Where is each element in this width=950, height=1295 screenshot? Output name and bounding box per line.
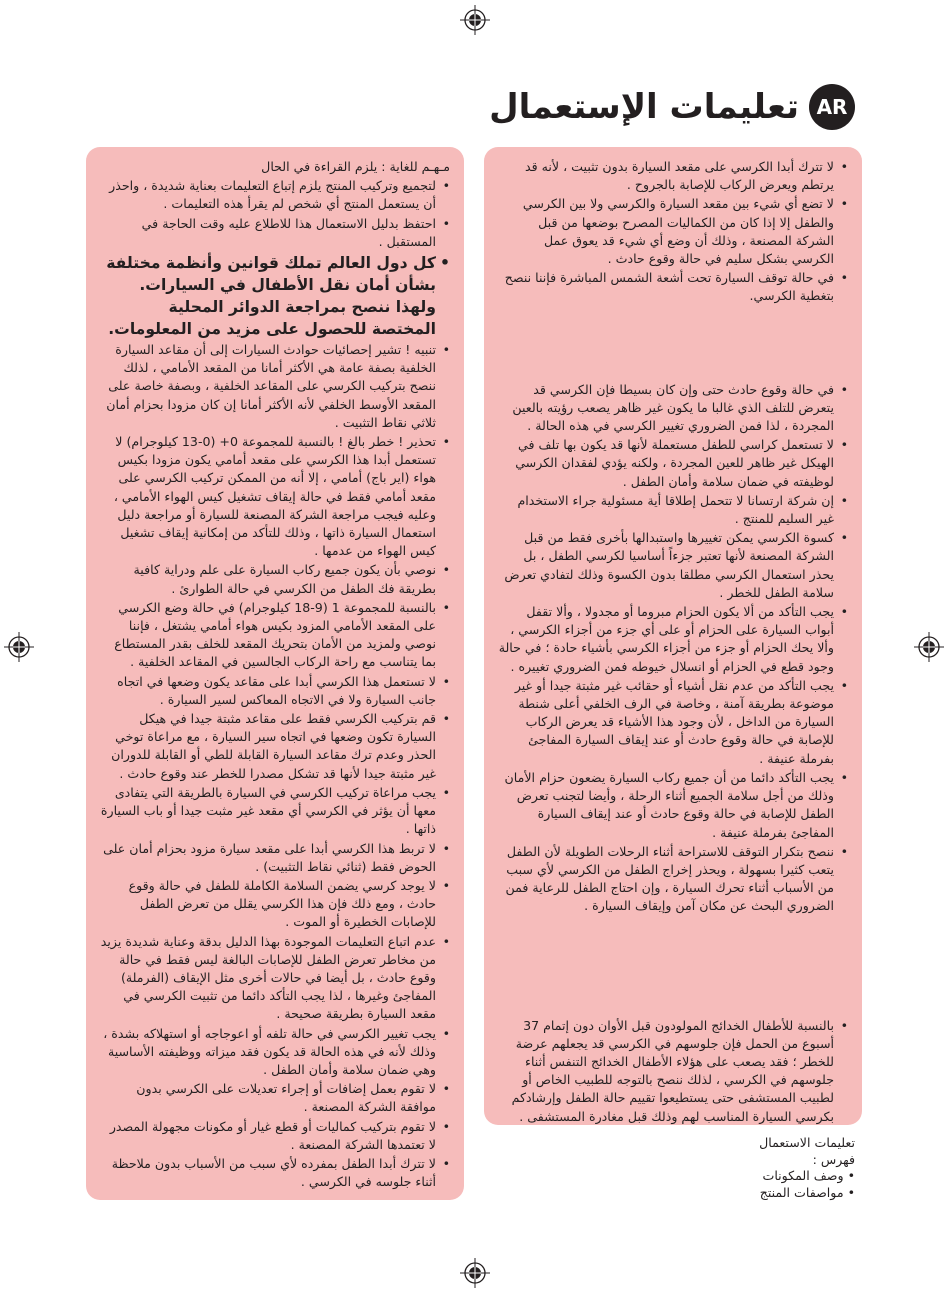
right-warning-list-2 — [498, 381, 848, 916]
list-item — [100, 710, 450, 783]
list-item — [100, 1025, 450, 1080]
list-item-text: لا تترك أبدا الكرسي على مقعد السيارة بدون تثبيت ، لأنه قد يرتطم ويعرض الركاب للإصابة بالجروح . — [525, 159, 834, 193]
list-item — [100, 599, 450, 672]
bullet-icon: • — [840, 677, 848, 693]
registration-mark-left-icon — [4, 632, 34, 662]
list-item-text: قم بتركيب الكرسي فقط على مقاعد مثبتة جيدا في هيكل السيارة تكون وضعها في اتجاه سير السيارة ، مع مراعاة توخي الحذر وعدم ترك مقاعد السيارة القابلة للطي أو القابلة للدوران غير مثبتة جيدا لأنها قد تشكل مصدرا للخطر عند وقوع حادث . — [111, 711, 436, 781]
bullet-icon: • — [840, 159, 848, 174]
list-item — [498, 436, 848, 491]
bullet-icon: • — [840, 604, 848, 620]
list-item-text: تنبيه ! تشير إحصائيات حوادث السيارات إلى أن مقاعد السيارة الخلفية بصفة عامة هي الأكثر أمانا من المقعد الأمامي ، لذلك ننصح بتركيب الكرسي على المقاعد الخلفية ، وبصفة خاصة على المقعد الأوسط الخلفي لأنه الأكثر أمانا إن كان مزودا بحزام أمان ثلاثي نقاط التثبيت . — [106, 342, 436, 430]
right-instructions-panel — [484, 147, 862, 1125]
list-item — [498, 1017, 848, 1126]
bullet-icon: • — [442, 1081, 450, 1097]
list-item-text: في حالة توقف السيارة تحت أشعة الشمس المباشرة فإننا ننصح بتغطية الكرسي. — [504, 270, 834, 304]
list-item-text: في حالة وقوع حادث حتى وإن كان بسيطا فإن الكرسي قد يتعرض للتلف الذي غالبا ما يكون غير ظاهر يصعب رؤيته بالعين المجردة ، لذا فمن الضروري تغيير الكرسي في هذه الحالة . — [512, 381, 834, 434]
page-title: تعليمات الإستعمال — [489, 87, 799, 127]
list-item — [100, 933, 450, 1024]
bullet-icon: • — [442, 933, 450, 949]
list-item — [498, 603, 848, 676]
bullet-icon: • — [442, 877, 450, 893]
list-item — [498, 529, 848, 602]
bullet-icon: • — [442, 562, 450, 578]
list-item — [100, 673, 450, 709]
list-item — [498, 843, 848, 916]
list-item-text: احتفظ بدليل الاستعمال هذا للاطلاع عليه وقت الحاجة في المستقبل . — [141, 215, 436, 249]
bullet-icon: • — [442, 1025, 450, 1041]
toc-item: • وصف المكونات — [762, 1168, 855, 1183]
bullet-icon: • — [840, 437, 848, 453]
list-item — [100, 561, 450, 597]
list-item — [498, 381, 848, 436]
table-of-contents — [615, 1135, 855, 1201]
list-item-highlight — [100, 252, 450, 340]
bullet-icon: • — [442, 1118, 450, 1134]
list-item-text: لتجميع وتركيب المنتج يلزم إتباع التعليمات بعناية شديدة ، واحذر أن يستعمل المنتج أي شخص لم يقرأ هذه التعليمات . — [109, 178, 436, 212]
list-item — [100, 840, 450, 876]
toc-subtitle: فهرس : — [812, 1151, 855, 1167]
bullet-icon: • — [442, 711, 450, 727]
list-item-text: عدم اتباع التعليمات الموجودة بهذا الدليل بدقة وعناية شديدة يزيد من مخاطر تعرض الطفل للإصابات البالغة ليس فقط في حالة وقوع حادث ، بل أيضا في حالات أخرى مثل الإيقاف (الفرملة) المفاجئ وغيرها ، لذا يجب التأكد دائما من تثبيت الكرسي في مقعد السيارة بطريقة صحيحة . — [100, 933, 436, 1022]
list-item-text: بالنسبة للمجموعة 1 (9-18 كيلوجرام) في حالة وضع الكرسي على المقعد الأمامي المزود بكيس هواء أمامي يشتغل ، فإننا نوصي ولمزيد من الأمان بتحريك المقعد للخلف بقدر المستطاع بما يتناسب مع راحة الركاب الجالسين في المقاعد الخلفية . — [114, 599, 436, 670]
list-item — [498, 158, 848, 194]
right-warning-list-1 — [498, 158, 848, 306]
list-item-text: لا تضع أي شيء بين مقعد السيارة والكرسي ولا بين الكرسي والطفل إلا إذا كان من الكماليات المصرح بوضعها من قبل الشركة المصنعة ، وذلك أن وضع أي شيء قد يعوق عمل الكرسي بشكل سليم في حالة وقوع حادث . — [522, 196, 834, 267]
list-item-text: تحذير ! خطر بالغ ! بالنسبة للمجموعة 0+ (0-13 كيلوجرام) لا تستعمل أبدا هذا الكرسي على مقعد أمامي يكون مزودا بكيس هواء (اير باج) أمامي ، إلا أنه من الممكن تركيب الكرسي على مقعد أمامي فقط في حالة إيقاف تشغيل كيس الهواء الأمامي ، وعليه فيجب مراجعة الشركة المصنعة للسيارة أو مراجعة دليل استعمال السيارة ذاتها ، وذلك للتأكد من إمكانية إيقاف تشغيل كيس الهواء من عدمها . — [113, 434, 436, 559]
toc-title: تعليمات الاستعمال — [759, 1135, 855, 1150]
list-item-text: كل دول العالم تملك قوانين وأنظمة مختلفة بشأن أمان نقل الأطفال في السيارات. ولهذا ننصح بمراجعة الدوائر المحلية المختصة للحصول على مزيد من المعلومات. — [106, 254, 436, 339]
list-item — [100, 1080, 450, 1116]
list-item-text: يجب التأكد من عدم نقل أشياء أو حقائب غير مثبتة جيدا أو غير موضوعة بطريقة آمنة ، وخاصة في الرف الخلفي أعلى شنطة السيارة من الداخل ، لأن وجود هذا الأشياء قد يعرض الركاب للإصابة في حالة وقوع حادث أو عند إيقاف السيارة المفاجئ بفرملة عنيفة . — [514, 677, 834, 766]
list-item — [100, 1155, 450, 1191]
list-item-text: كسوة الكرسي يمكن تغييرها واستبدالها بأخرى فقط من قبل الشركة المصنعة لأنها تعتبر جزءاً أساسيا لكرسي الطفل ، بل يحذر استعمال الكرسي مطلقا بدون الكسوة وذلك لتفادي تعرض سلامة الطفل للخطر . — [504, 530, 834, 600]
list-item-text: يجب التأكد من ألا يكون الحزام مبروما أو مجدولا ، وألا تقفل أبواب السيارة على الحزام أو على أي جزء من أجزاء الكرسي ، وألا يحك الحزام أو جزء من أجزاء الكرسي بأشياء حادة ؛ في حالة وجود قطع في الحزام أو انسلال خيوطه فمن الضروري تغييره . — [498, 604, 834, 674]
bullet-icon: • — [442, 599, 450, 615]
bullet-icon: • — [840, 1017, 848, 1033]
list-item-text: لا تستعمل هذا الكرسي أبدا على مقاعد يكون وضعها في اتجاه جانب السيارة ولا في الاتجاه المعاكس لسير السيارة . — [117, 673, 436, 707]
bullet-icon: • — [840, 381, 848, 397]
bullet-icon: • — [442, 840, 450, 856]
bullet-icon: • — [840, 530, 848, 546]
list-item — [498, 269, 848, 305]
toc-item: • مواصفات المنتج — [759, 1184, 855, 1200]
list-item-text: لا تستعمل كراسي للطفل مستعملة لأنها قد يكون بها تلف في الهيكل غير ظاهر للعين المجردة ، ولكنه يؤدي لفقدان الكرسي لوظيفته في ضمان سلامة وأمان الطفل . — [515, 437, 834, 489]
bullet-icon: • — [442, 784, 450, 800]
list-item-text: يجب التأكد دائما من أن جميع ركاب السيارة يضعون حزام الأمان وذلك من أجل سلامة الجميع أثناء الرحلة ، وأيضا لتجنب تعرض الطفل للإصابة في حالة وقوع حادث أو عند إيقاف السيارة المفاجئ بفرملة عنيفة . — [504, 769, 834, 840]
registration-mark-right-icon — [914, 632, 944, 662]
bullet-icon: • — [840, 769, 848, 785]
bullet-icon: • — [840, 270, 848, 286]
bullet-icon: • — [440, 254, 450, 273]
spacer — [498, 307, 848, 381]
list-item — [100, 1118, 450, 1154]
bullet-icon: • — [442, 178, 450, 194]
list-item — [100, 784, 450, 839]
list-item — [498, 195, 848, 268]
list-item-text: لا تقوم بعمل إضافات أو إجراء تعديلات على الكرسي بدون موافقة الشركة المصنعة . — [136, 1081, 436, 1115]
list-item — [100, 177, 450, 213]
spacer — [498, 917, 848, 1017]
list-item — [100, 341, 450, 432]
list-item — [498, 677, 848, 768]
left-instructions-panel — [86, 147, 464, 1200]
bullet-icon: • — [442, 1155, 450, 1171]
list-item-text: يجب مراعاة تركيب الكرسي في السيارة بالطريقة التي يتفادى معها أن يؤثر في الكرسي أي مقعد غير مثبت جيدا أو باب السيارة ذاتها . — [100, 784, 436, 837]
bullet-icon: • — [840, 196, 848, 212]
bullet-icon: • — [840, 492, 848, 508]
list-item-text: يجب تغيير الكرسي في حالة تلفه أو اعوجاجه أو استهلاكه بشدة ، وذلك لأنه في هذه الحالة قد يكون فقد ميزاته ووظيفته الأساسية وهي ضمان سلامة وأمان الطفل . — [103, 1025, 436, 1077]
list-item — [100, 877, 450, 932]
left-warning-list — [100, 177, 450, 1191]
list-item — [498, 492, 848, 528]
list-item — [100, 433, 450, 560]
list-item — [498, 769, 848, 842]
list-item-text: لا تترك أبدا الطفل بمفرده لأي سبب من الأسباب بدون ملاحظة أثناء جلوسه في الكرسي . — [111, 1155, 436, 1190]
list-item — [100, 215, 450, 251]
list-item-text: ننصح بتكرار التوقف للاستراحة أثناء الرحلات الطويلة لأن الطفل يتعب كثيرا بسهولة ، ويحذر إخراج الطفل من الكرسي لأي سبب من الأسباب أثناء تحرك السيارة ، وإن احتاج الطفل للرعاية فمن الضروري البحث عن مكان آمن وإيقاف السيارة . — [505, 843, 834, 914]
bullet-icon: • — [442, 673, 450, 689]
registration-mark-bottom-icon — [460, 1258, 490, 1288]
bullet-icon: • — [442, 434, 450, 450]
list-item-text: بالنسبة للأطفال الخدائج المولودون قبل الأوان دون إتمام 37 أسبوع من الحمل فإن جلوسهم في الكرسي قد يجعلهم عرضة للخطر ؛ فقد يصعب على هؤلاء الأطفال الخدائج التنفس أثناء جلوسهم في الكرسي ، لذلك ننصح بالتوجه للطبيب الخاص أو لطبيب المستشفى حتى يستطيعوا تقييم حالة الطفل وإرشادكم بكرسي السيارة المناسب لهم وذلك قبل مغادرة المستشفى . — [511, 1017, 834, 1124]
list-item-text: لا تربط هذا الكرسي أبدا على مقعد سيارة مزود بحزام أمان على الحوض فقط (ثنائي نقاط التثبيت) . — [103, 840, 436, 874]
list-item-text: لا تقوم بتركيب كماليات أو قطع غيار أو مكونات مجهولة المصدر لا تعتمدها الشركة المصنعة . — [109, 1118, 436, 1152]
list-item-text: إن شركة ارتسانا لا تتحمل إطلاقا أية مسئولية جراء الاستخدام غير السليم للمنتج . — [517, 492, 834, 527]
panel-lead: مـهـم للغاية : يلزم القراءة في الحال — [261, 159, 450, 174]
bullet-icon: • — [442, 342, 450, 358]
language-badge: AR — [809, 84, 855, 130]
page-header — [489, 82, 855, 132]
list-item-text: لا يوجد كرسي يضمن السلامة الكاملة للطفل في حالة وقوع حادث ، ومع ذلك فإن هذا الكرسي يقلل من تعرض الطفل للإصابات الخطيرة أو الموت . — [128, 877, 436, 930]
bullet-icon: • — [442, 215, 450, 231]
bullet-icon: • — [840, 843, 848, 859]
right-warning-list-3 — [498, 1017, 848, 1126]
registration-mark-top-icon — [460, 5, 490, 35]
list-item-text: نوصي بأن يكون جميع ركاب السيارة على علم ودراية كافية بطريقة فك الطفل من الكرسي في حالة الطوارئ . — [133, 562, 436, 596]
